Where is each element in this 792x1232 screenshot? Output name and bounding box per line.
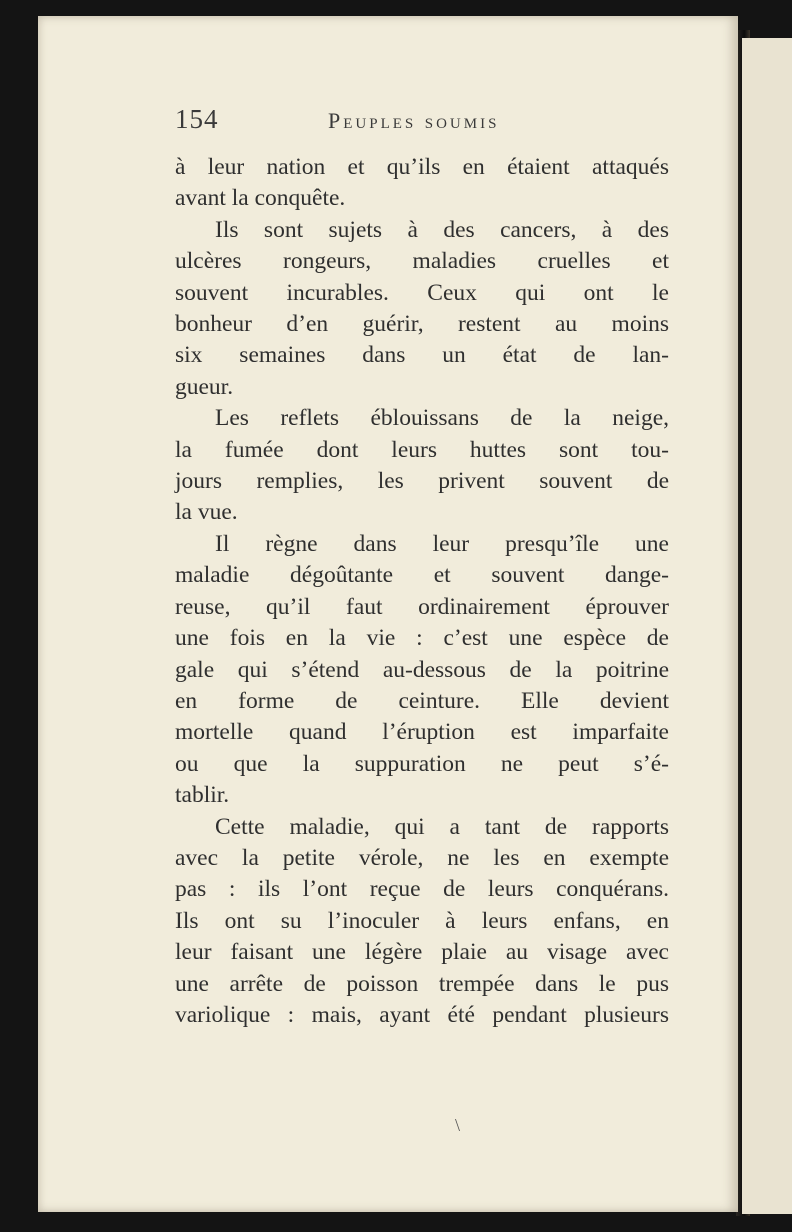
stray-mark: \ bbox=[455, 1115, 461, 1135]
text-line: Ils sont sujets à des cancers, à des bbox=[215, 216, 669, 243]
page-number: 154 bbox=[175, 104, 219, 134]
text-line: gueur. bbox=[175, 373, 234, 400]
page-header bbox=[175, 104, 675, 136]
text-line: Ils ont su l’inoculer à leurs enfans, en bbox=[175, 907, 669, 934]
text-line: jours remplies, les privent souvent de bbox=[175, 468, 669, 495]
text-line: la vue. bbox=[175, 499, 238, 526]
text-line: avant la conquête. bbox=[175, 185, 346, 212]
text-line: souvent incurables. Ceux qui ont le bbox=[175, 279, 669, 306]
text-line: une arrête de poisson trempée dans le pus bbox=[175, 970, 669, 997]
text-line: six semaines dans un état de lan- bbox=[175, 342, 669, 369]
text-line: bonheur d’en guérir, restent au moins bbox=[175, 311, 669, 338]
body-text bbox=[175, 152, 669, 1031]
text-line: Cette maladie, qui a tant de rapports bbox=[215, 813, 669, 840]
text-line: mortelle quand l’éruption est imparfaite bbox=[175, 719, 669, 746]
text-line: avec la petite vérole, ne les en exempte bbox=[175, 844, 669, 871]
text-line: variolique : mais, ayant été pendant plusieurs bbox=[175, 1001, 669, 1028]
text-line: ou que la suppuration ne peut s’é- bbox=[175, 750, 669, 777]
text-line: pas : ils l’ont reçue de leurs conquérans. bbox=[175, 876, 669, 903]
text-line: reuse, qu’il faut ordinairement éprouver bbox=[175, 593, 669, 620]
text-line: leur faisant une légère plaie au visage avec bbox=[175, 939, 669, 966]
text-line: ulcères rongeurs, maladies cruelles et bbox=[175, 248, 669, 275]
text-line: gale qui s’étend au-dessous de la poitrine bbox=[175, 656, 669, 683]
text-line: la fumée dont leurs huttes sont tou- bbox=[175, 436, 669, 463]
text-line: Il règne dans leur presqu’île une bbox=[215, 530, 669, 557]
text-line: Les reflets éblouissans de la neige, bbox=[215, 405, 669, 432]
text-line: à leur nation et qu’ils en étaient attaqués bbox=[175, 154, 669, 180]
running-title: Peuples soumis bbox=[328, 108, 500, 133]
text-line: tablir. bbox=[175, 782, 230, 809]
text-line: une fois en la vie : c’est une espèce de bbox=[175, 625, 669, 652]
text-line: en forme de ceinture. Elle devient bbox=[175, 687, 669, 714]
facing-page-edge bbox=[742, 38, 792, 1214]
text-line: maladie dégoûtante et souvent dange- bbox=[175, 562, 669, 589]
